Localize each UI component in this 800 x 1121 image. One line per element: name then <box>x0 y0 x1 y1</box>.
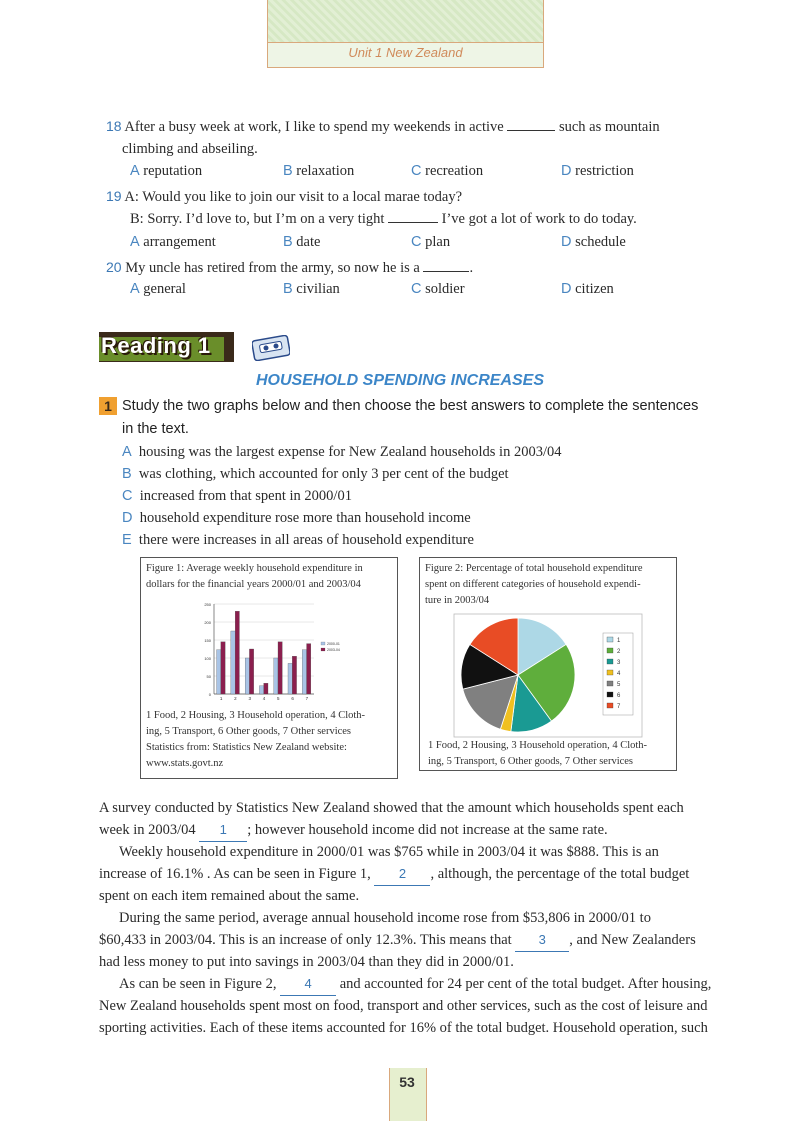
header-texture <box>268 0 543 43</box>
exercise-number: 1 <box>99 397 117 415</box>
y-tick-label: 200 <box>204 620 211 625</box>
legend-label: 2003-04 <box>327 648 340 652</box>
y-tick-label: 150 <box>204 638 211 643</box>
bar-chart <box>196 598 356 708</box>
question-20: 20 My uncle has retired from the army, so now he is a . <box>106 259 474 276</box>
legend-swatch-3 <box>607 659 613 664</box>
legend-swatch-1 <box>607 637 613 642</box>
legend-swatch-7 <box>607 703 613 708</box>
figure-2-note: 1 Food, 2 Housing, 3 Household operation, 4 Cloth- ing, 5 Transport, 6 Other goods, 7 Other services <box>428 740 648 767</box>
figure-2-caption: Figure 2: Percentage of total household expenditure spent on different categories of household expendi- ture in 2003/04 <box>425 563 643 606</box>
passage-p4-line2: New Zealand households spent most on food, transport and other services, such as the cost of leisure and <box>99 998 708 1014</box>
passage-p2-line1: Weekly household expenditure in 2000/01 was $765 while in 2003/04 it was $888. This is an <box>119 844 659 860</box>
legend-label: 4 <box>617 671 621 677</box>
passage-p4-line3: sporting activities. Each of these items accounted for 16% of the total budget. Household operation, such <box>99 1020 708 1036</box>
legend-label: 3 <box>617 660 621 666</box>
bar-2000-01-4 <box>259 686 263 694</box>
question-18-cont: climbing and abseiling. <box>122 141 258 157</box>
option-b: B civilian <box>283 281 340 297</box>
cassette-tape-icon <box>252 335 290 361</box>
x-tick-label: 2 <box>234 696 237 701</box>
passage-p3-line3: had less money to put into savings in 2003/04 than they did in 2000/01. <box>99 954 514 970</box>
bar-2003-04-3 <box>249 649 253 694</box>
choice-e: E there were increases in all areas of household expenditure <box>122 532 474 548</box>
choice-c: C increased from that spent in 2000/01 <box>122 488 352 504</box>
legend-label: 2 <box>617 649 621 655</box>
fill-blank-1: 1 <box>199 819 247 842</box>
legend-swatch <box>321 648 325 651</box>
bar-2000-01-3 <box>245 658 249 694</box>
legend-label: 6 <box>617 693 621 699</box>
legend-label: 1 <box>617 638 621 644</box>
option-c: C recreation <box>411 163 484 179</box>
option-a: A arrangement <box>130 234 216 250</box>
passage-p1-line1: A survey conducted by Statistics New Zealand showed that the amount which households spent each <box>99 800 684 816</box>
option-b: B date <box>283 234 321 250</box>
passage-p1-line2: week in 2003/04 1 ; however household income did not increase at the same rate. <box>99 819 608 842</box>
figure-1-caption: Figure 1: Average weekly household expenditure in dollars for the financial years 2000/01 and 2003/04 <box>146 563 363 590</box>
option-a: A reputation <box>130 163 203 179</box>
reading-banner-label: Reading 1 <box>101 333 211 358</box>
option-b: B relaxation <box>283 163 355 179</box>
passage-p4-line1: As can be seen in Figure 2, 4 and accounted for 24 per cent of the total budget. After housing, <box>119 973 711 996</box>
legend-swatch <box>321 642 325 645</box>
legend-swatch-5 <box>607 681 613 686</box>
question-number: 20 <box>106 259 122 275</box>
y-tick-label: 100 <box>204 656 211 661</box>
bar-2000-01-1 <box>217 650 221 694</box>
bar-2003-04-1 <box>221 642 225 694</box>
question-18 <box>106 117 660 136</box>
x-tick-label: 1 <box>219 696 223 701</box>
passage-p3-line1: During the same period, average annual household income rose from $53,806 in 2000/01 to <box>119 910 651 926</box>
bar-2003-04-5 <box>278 642 282 694</box>
x-tick-label: 4 <box>262 696 266 701</box>
unit-header <box>267 0 544 68</box>
legend-swatch-4 <box>607 670 613 675</box>
y-tick-label: 50 <box>206 674 211 679</box>
option-a: A general <box>130 281 186 297</box>
question-number: 18 <box>106 118 122 134</box>
question-text: A: Would you like to join our visit to a local marae today? <box>124 189 463 205</box>
option-d: D restriction <box>561 163 634 179</box>
legend-swatch-6 <box>607 692 613 697</box>
bar-2003-04-4 <box>264 683 268 694</box>
pie-chart <box>453 613 643 738</box>
option-c: C plan <box>411 234 451 250</box>
bar-2003-04-7 <box>307 644 311 694</box>
instruction-line-2: in the text. <box>122 421 189 437</box>
question-number: 19 <box>106 188 122 204</box>
question-19-cont: B: Sorry. I’d love to, but I’m on a very tight I’ve got a lot of work to do today. <box>130 211 637 227</box>
page-number: 53 <box>399 1074 415 1090</box>
passage-p3-line2: $60,433 in 2003/04. This is an increase of only 12.3%. This means that 3 , and New Zealanders <box>99 929 696 952</box>
choice-a: A housing was the largest expense for New Zealand households in 2003/04 <box>122 444 562 460</box>
figure-1-note: 1 Food, 2 Housing, 3 Household operation, 4 Cloth- ing, 5 Transport, 6 Other goods, 7 Other services Statistics from: Statistics New Zealand website: www.stats.govt.nz <box>146 710 366 769</box>
x-tick-label: 3 <box>248 696 251 701</box>
option-d: D schedule <box>561 234 626 250</box>
legend-label: 2000-01 <box>327 642 340 646</box>
fill-blank-4: 4 <box>280 973 336 996</box>
fill-blank-2: 2 <box>374 863 430 886</box>
bar-2003-04-2 <box>235 611 239 694</box>
question-text: After a busy week at work, I like to spend my weekends in active <box>124 119 504 135</box>
unit-title: Unit 1 New Zealand <box>348 45 463 60</box>
reading-title: HOUSEHOLD SPENDING INCREASES <box>255 372 545 389</box>
y-tick-label: 0 <box>208 692 211 697</box>
x-tick-label: 7 <box>305 696 309 701</box>
answer-blank <box>388 222 438 223</box>
choice-d: D household expenditure rose more than household income <box>122 510 471 526</box>
figure-2-box <box>419 557 677 771</box>
answer-blank <box>507 130 555 131</box>
question-19 <box>106 187 462 206</box>
legend-label: 7 <box>617 704 621 710</box>
legend-swatch-2 <box>607 648 613 653</box>
x-tick-label: 6 <box>291 696 294 701</box>
passage-p2-line2: increase of 16.1% . As can be seen in Figure 1, 2 , although, the percentage of the total budget <box>99 863 689 886</box>
option-c: C soldier <box>411 281 465 297</box>
figure-1-box <box>140 557 398 779</box>
bar-2000-01-2 <box>231 631 235 694</box>
choice-b: B was clothing, which accounted for only 3 per cent of the budget <box>122 466 509 482</box>
question-text: such as mountain <box>558 119 660 135</box>
bar-2000-01-5 <box>274 658 278 694</box>
bar-2003-04-6 <box>292 656 296 694</box>
y-tick-label: 250 <box>204 602 211 607</box>
instruction-line-1: Study the two graphs below and then choose the best answers to complete the sentences <box>122 398 699 414</box>
x-tick-label: 5 <box>277 696 280 701</box>
passage-p2-line3: spent on each item remained about the same. <box>99 888 360 904</box>
fill-blank-3: 3 <box>515 929 569 952</box>
option-d: D citizen <box>561 281 614 297</box>
legend-label: 5 <box>617 682 621 688</box>
answer-blank <box>423 271 469 272</box>
bar-2000-01-6 <box>288 663 292 694</box>
bar-2000-01-7 <box>302 650 306 694</box>
